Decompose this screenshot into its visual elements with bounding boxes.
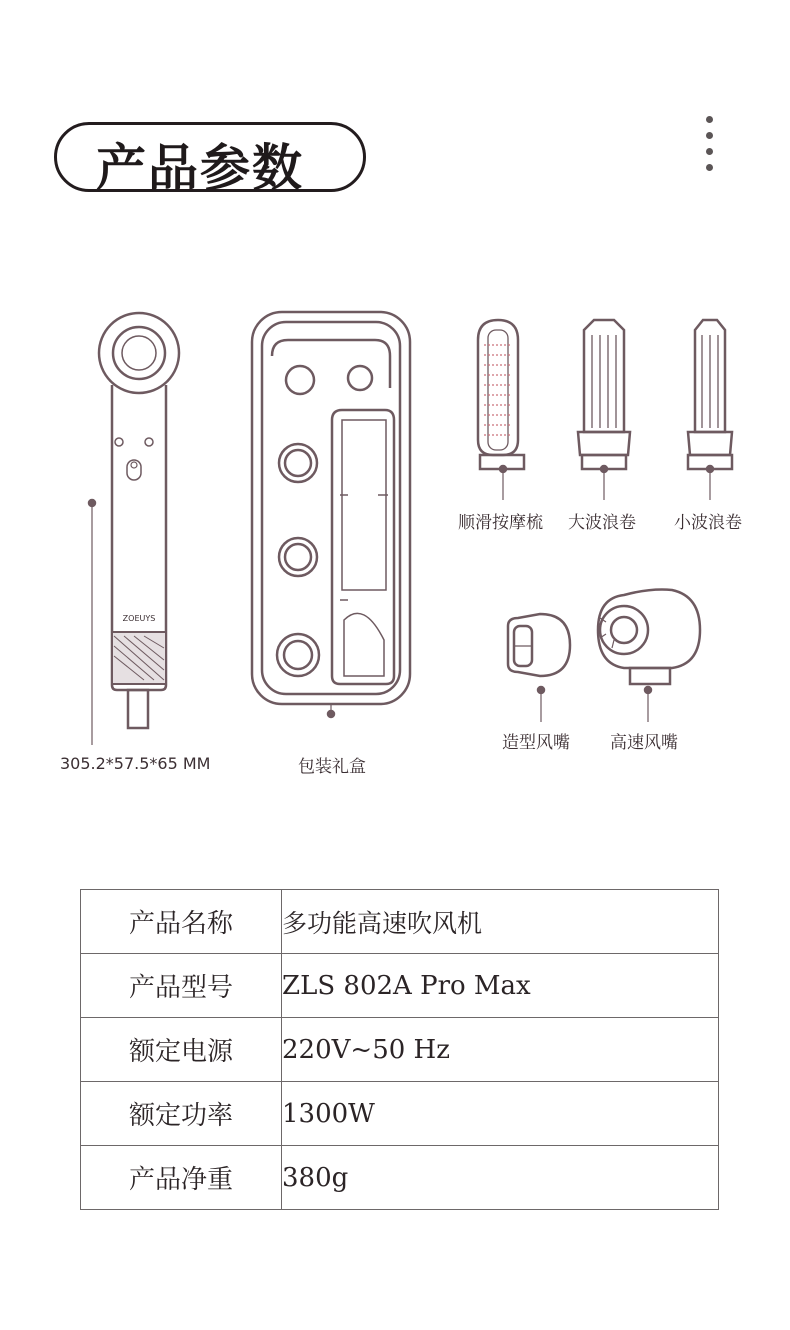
spec-value: 多功能高速吹风机 [282, 890, 719, 954]
hair-dryer-illustration [99, 313, 179, 728]
gift-box-label: 包装礼盒 [298, 757, 366, 777]
accessory-label-small-curl: 小波浪卷 [674, 513, 742, 533]
table-row [81, 954, 719, 1018]
spec-value: 380g [282, 1146, 719, 1210]
table-row [81, 1082, 719, 1146]
styling-nozzle-illustration [508, 614, 570, 722]
spec-label: 额定功率 [81, 1082, 282, 1146]
accessory-label-brush: 顺滑按摩梳 [458, 513, 543, 533]
table-row [81, 890, 719, 954]
small-curl-attachment-illustration [688, 320, 732, 500]
gift-box-illustration [252, 312, 410, 704]
accessory-label-styling-nozzle: 造型风嘴 [502, 733, 570, 753]
spec-value: ZLS 802A Pro Max [282, 954, 719, 1018]
spec-value: 220V~50 Hz [282, 1018, 719, 1082]
accessory-label-high-speed-nozzle: 高速风嘴 [610, 733, 678, 753]
dryer-dimensions: 305.2*57.5*65 MM [60, 754, 211, 773]
high-speed-nozzle-illustration [598, 590, 700, 722]
spec-table [80, 889, 719, 1210]
spec-label: 产品型号 [81, 954, 282, 1018]
page-title: 产品参数 [96, 139, 304, 197]
table-row [81, 1146, 719, 1210]
big-curl-attachment-illustration [578, 320, 630, 500]
accessory-label-big-curl: 大波浪卷 [568, 513, 636, 533]
table-row [81, 1018, 719, 1082]
spec-label: 产品净重 [81, 1146, 282, 1210]
spec-label: 产品名称 [81, 890, 282, 954]
brand-logo-text: ZOEUYS [122, 614, 156, 623]
brush-attachment-illustration [478, 320, 524, 500]
spec-value: 1300W [282, 1082, 719, 1146]
spec-label: 额定电源 [81, 1018, 282, 1082]
